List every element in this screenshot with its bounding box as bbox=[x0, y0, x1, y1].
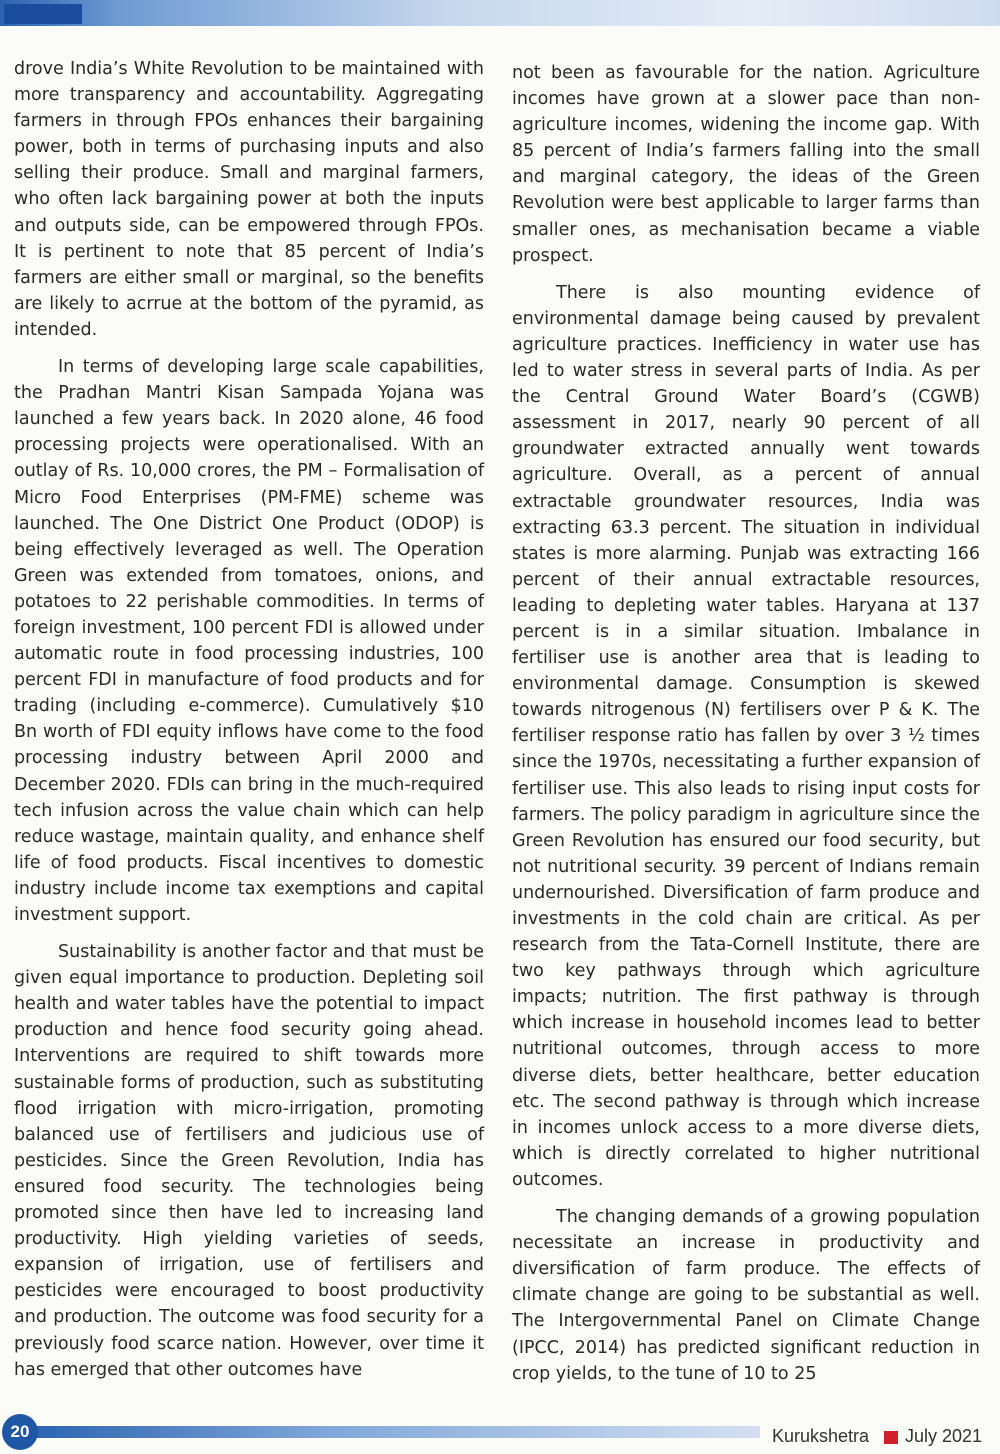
magazine-name: Kurukshetra bbox=[772, 1426, 870, 1446]
header-accent-block bbox=[4, 4, 82, 24]
paragraph: not been as favourable for the nation. Agriculture incomes have grown at a slower pace than non-agriculture incomes, widening the income gap. With 85 percent of India’s farmers falling into the small and marginal category, the ideas of the Green Revolution were best applicable to larger farms than smaller ones, as mechanisation became a viable prospect. bbox=[512, 63, 980, 266]
footer-decorative-bar bbox=[30, 1426, 760, 1438]
right-text-column bbox=[512, 60, 980, 1387]
separator-square-icon bbox=[884, 1431, 898, 1444]
paragraph: drove India’s White Revolution to be maintained with more transparency and accountability. Aggregating farmers in through FPOs enhances their bargaining power, both in terms of purchasing inputs and also selling their produce. Small and marginal farmers, who often lack bargaining power at both the inputs and outputs side, can be empowered through FPOs. It is pertinent to note that 85 percent of India’s farmers are either small or marginal, so the benefits are likely to acrrue at the bottom of the pyramid, as intended. bbox=[14, 59, 484, 340]
header-decorative-bar bbox=[0, 0, 1000, 26]
page-number-badge: 20 bbox=[2, 1414, 38, 1450]
paragraph: The changing demands of a growing population necessitate an increase in productivity and diversification of farm produce. The effects of climate change are going to be substantial as well. The Intergovernmental Panel on Climate Change (IPCC, 2014) has predicted significant reduction in crop yields, to the tune of 10 to 25 bbox=[512, 1207, 980, 1384]
page-footer bbox=[0, 1412, 1000, 1454]
paragraph: There is also mounting evidence of environmental damage being caused by prevalent agriculture practices. Inefficiency in water use has led to water stress in several parts of India. As per the Central Ground Water Board’s (CGWB) assessment in 2017, nearly 90 percent of all groundwater extracted annually went towards agriculture. Overall, as a percent of annual extractable groundwater resources, India was extracting 63.3 percent. The situation in individual states is more alarming. Punjab was extracting 166 percent of their annual extractable resources, leading to depleting water tables. Haryana at 137 percent is in a similar situation. Imbalance in fertiliser use is another area that is leading to environmental damage. Consumption is skewed towards nitrogenous (N) fertilisers over P & K. The fertiliser response ratio has fallen by over 3 ½ times since the 1970s, necessitating a further expansion of fertiliser use. This also leads to rising input costs for farmers. The policy paradigm in agriculture since the Green Revolution has ensured our food security, but not nutritional security. 39 percent of Indians remain undernourished. Diversification of farm produce and investments in the cold chain are critical. As per research from the Tata-Cornell Institute, there are two key pathways through which agriculture impacts; nutrition. The first pathway is through which increase in household incomes lead to better nutritional outcomes, through access to more diverse diets, better healthcare, better education etc. The second pathway is through which increase in incomes unlock access to a more diverse diets, which is directly correlated to higher nutritional outcomes. bbox=[512, 282, 980, 1190]
left-text-column bbox=[14, 56, 484, 1383]
issue-date: July 2021 bbox=[905, 1426, 983, 1446]
paragraph: Sustainability is another factor and that must be given equal importance to production. Depleting soil health and water tables have the potential to impact production and hence food security going ahead. Interventions are required to shift towards more sustainable forms of production, such as substituting flood irrigation with micro-irrigation, promoting balanced use of fertilisers and judicious use of pesticides. Since the Green Revolution, India has ensured food security. The technologies being promoted since then have led to increasing land productivity. High yielding varieties of seeds, expansion of irrigation, use of fertilisers and pesticides were encouraged to boost productivity and production. The outcome was food security for a previously food scarce nation. However, over time it has emerged that other outcomes have bbox=[14, 942, 484, 1380]
paragraph: In terms of developing large scale capabilities, the Pradhan Mantri Kisan Sampada Yojana was launched a few years back. In 2020 alone, 46 food processing projects were operationalised. With an outlay of Rs. 10,000 crores, the PM – Formalisation of Micro Food Enterprises (PM-FME) scheme was launched. The One District One Product (ODOP) is being effectively leveraged as well. The Operation Green was extended from tomatoes, onions, and potatoes to 22 perishable commodities. In terms of foreign investment, 100 percent FDI is allowed under automatic route in food processing industries, 100 percent FDI in manufacture of food products and for trading (including e-commerce). Cumulatively $10 Bn worth of FDI equity inflows have come to the food processing industry between April 2000 and December 2020. FDIs can bring in the much-required tech infusion across the value chain which can help reduce wastage, maintain quality, and enhance shelf life of food products. Fiscal incentives to domestic industry include income tax exemptions and capital investment support. bbox=[14, 357, 484, 925]
